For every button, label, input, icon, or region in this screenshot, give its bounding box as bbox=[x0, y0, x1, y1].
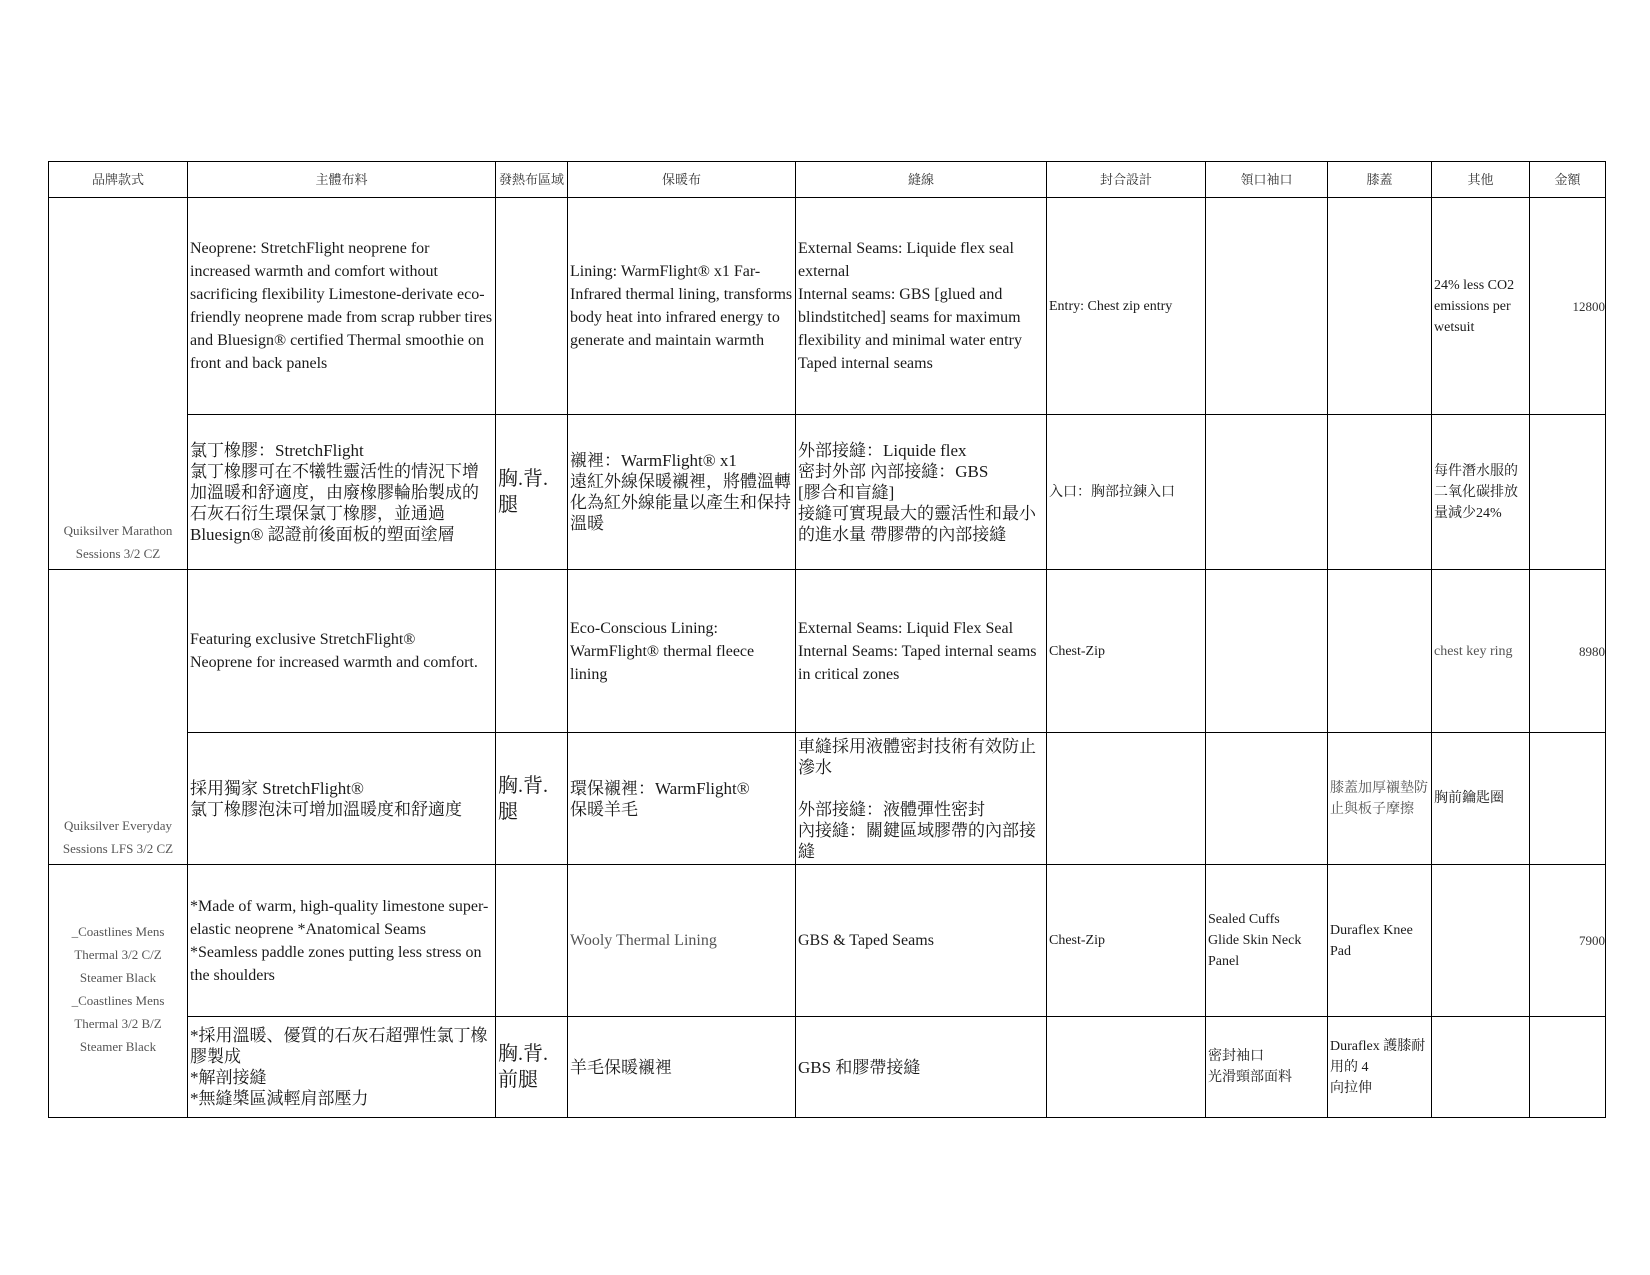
header-brand: 品牌款式 bbox=[49, 162, 188, 198]
closure-cell: Chest-Zip bbox=[1047, 570, 1206, 733]
table-row-zh bbox=[49, 415, 1606, 570]
cuffs-cell bbox=[1206, 198, 1328, 415]
other-cell bbox=[1432, 1017, 1530, 1118]
fabric-cell: 氯丁橡膠：StretchFlight 氯丁橡膠可在不犧牲靈活性的情況下增加溫暖和舒適度，由廢橡膠輪胎製成的石灰石衍生環保氯丁橡膠，並通過 Bluesign® 認證前後面板的塑面塗層 bbox=[188, 415, 496, 570]
price-cell bbox=[1530, 733, 1606, 865]
price-cell bbox=[1530, 415, 1606, 570]
header-knee: 膝蓋 bbox=[1328, 162, 1432, 198]
header-heat-area: 發熱布區域 bbox=[496, 162, 568, 198]
other-cell: 每件潛水服的二氧化碳排放量減少24% bbox=[1432, 415, 1530, 570]
header-lining: 保暖布 bbox=[568, 162, 796, 198]
heat-area-cell bbox=[496, 570, 568, 733]
heat-area-cell bbox=[496, 865, 568, 1017]
cuffs-cell bbox=[1206, 733, 1328, 865]
header-fabric: 主體布料 bbox=[188, 162, 496, 198]
brand-cell: _Coastlines Mens Thermal 3/2 C/Z Steamer Black _Coastlines Mens Thermal 3/2 B/Z Steamer Black bbox=[49, 865, 188, 1118]
fabric-cell: 採用獨家 StretchFlight® 氯丁橡膠泡沫可增加溫暖度和舒適度 bbox=[188, 733, 496, 865]
fabric-cell: *Made of warm, high-quality limestone super-elastic neoprene *Anatomical Seams *Seamless paddle zones putting less stress on the shoulders bbox=[188, 865, 496, 1017]
table-row-en bbox=[49, 570, 1606, 733]
fabric-cell: *採用溫暖、優質的石灰石超彈性氯丁橡膠製成 *解剖接縫 *無縫槳區減輕肩部壓力 bbox=[188, 1017, 496, 1118]
lining-cell: 襯裡：WarmFlight® x1 遠紅外線保暖襯裡，將體溫轉化為紅外線能量以產生和保持溫暖 bbox=[568, 415, 796, 570]
closure-cell: Entry: Chest zip entry bbox=[1047, 198, 1206, 415]
heat-area-cell: 胸.背. 腿 bbox=[496, 733, 568, 865]
fabric-cell: Neoprene: StretchFlight neoprene for increased warmth and comfort without sacrificing flexibility Limestone-derivate eco-friendly neoprene made from scrap rubber tires and Bluesign® certified Thermal smoothie on front and back panels bbox=[188, 198, 496, 415]
lining-cell: Lining: WarmFlight® x1 Far-Infrared thermal lining, transforms body heat into infrared energy to generate and maintain warmth bbox=[568, 198, 796, 415]
brand-cell: Quiksilver Everyday Sessions LFS 3/2 CZ bbox=[49, 570, 188, 865]
lining-cell: 羊毛保暖襯裡 bbox=[568, 1017, 796, 1118]
header-seams: 縫線 bbox=[796, 162, 1047, 198]
other-cell: 胸前鑰匙圈 bbox=[1432, 733, 1530, 865]
other-cell: chest key ring bbox=[1432, 570, 1530, 733]
seams-cell: External Seams: Liquid Flex Seal Internal Seams: Taped internal seams in critical zones bbox=[796, 570, 1047, 733]
header-closure: 封合設計 bbox=[1047, 162, 1206, 198]
seams-cell: GBS & Taped Seams bbox=[796, 865, 1047, 1017]
lining-cell: Eco-Conscious Lining: WarmFlight® thermal fleece lining bbox=[568, 570, 796, 733]
knee-cell bbox=[1328, 570, 1432, 733]
closure-cell: Chest-Zip bbox=[1047, 865, 1206, 1017]
knee-cell bbox=[1328, 198, 1432, 415]
cuffs-cell: 密封袖口 光滑頸部面料 bbox=[1206, 1017, 1328, 1118]
seams-cell: 外部接縫：Liquide flex 密封外部 內部接縫：GBS [膠合和盲縫] 接縫可實現最大的靈活性和最小的進水量 帶膠帶的內部接縫 bbox=[796, 415, 1047, 570]
closure-cell bbox=[1047, 1017, 1206, 1118]
knee-cell bbox=[1328, 415, 1432, 570]
header-other: 其他 bbox=[1432, 162, 1530, 198]
price-cell: 7900 bbox=[1530, 865, 1606, 1017]
header-cuffs: 領口袖口 bbox=[1206, 162, 1328, 198]
knee-cell: 膝蓋加厚襯墊防止與板子摩擦 bbox=[1328, 733, 1432, 865]
heat-area-cell: 胸.背. 腿 bbox=[496, 415, 568, 570]
cuffs-cell bbox=[1206, 415, 1328, 570]
header-row bbox=[49, 162, 1606, 198]
cuffs-cell bbox=[1206, 570, 1328, 733]
closure-cell: 入口：胸部拉鍊入口 bbox=[1047, 415, 1206, 570]
knee-cell: Duraflex 護膝耐用的 4 向拉伸 bbox=[1328, 1017, 1432, 1118]
fabric-cell: Featuring exclusive StretchFlight® Neoprene for increased warmth and comfort. bbox=[188, 570, 496, 733]
comparison-table bbox=[48, 161, 1606, 1118]
price-cell: 8980 bbox=[1530, 570, 1606, 733]
price-cell bbox=[1530, 1017, 1606, 1118]
lining-cell: 環保襯裡：WarmFlight® 保暖羊毛 bbox=[568, 733, 796, 865]
closure-cell bbox=[1047, 733, 1206, 865]
heat-area-cell: 胸.背. 前腿 bbox=[496, 1017, 568, 1118]
other-cell bbox=[1432, 865, 1530, 1017]
seams-cell: External Seams: Liquide flex seal external Internal seams: GBS [glued and blindstitched] seams for maximum flexibility and minimal water entry Taped internal seams bbox=[796, 198, 1047, 415]
seams-cell: GBS 和膠帶接縫 bbox=[796, 1017, 1047, 1118]
header-price: 金額 bbox=[1530, 162, 1606, 198]
other-cell: 24% less CO2 emissions per wetsuit bbox=[1432, 198, 1530, 415]
seams-cell: 車縫採用液體密封技術有效防止滲水 外部接縫：液體彈性密封 內接縫：關鍵區域膠帶的內部接縫 bbox=[796, 733, 1047, 865]
heat-area-cell bbox=[496, 198, 568, 415]
table-row-en bbox=[49, 198, 1606, 415]
knee-cell: Duraflex Knee Pad bbox=[1328, 865, 1432, 1017]
lining-cell: Wooly Thermal Lining bbox=[568, 865, 796, 1017]
table-row-en bbox=[49, 865, 1606, 1017]
price-cell: 12800 bbox=[1530, 198, 1606, 415]
table-row-zh bbox=[49, 733, 1606, 865]
cuffs-cell: Sealed Cuffs Glide Skin Neck Panel bbox=[1206, 865, 1328, 1017]
brand-cell: Quiksilver Marathon Sessions 3/2 CZ bbox=[49, 198, 188, 570]
table-row-zh bbox=[49, 1017, 1606, 1118]
